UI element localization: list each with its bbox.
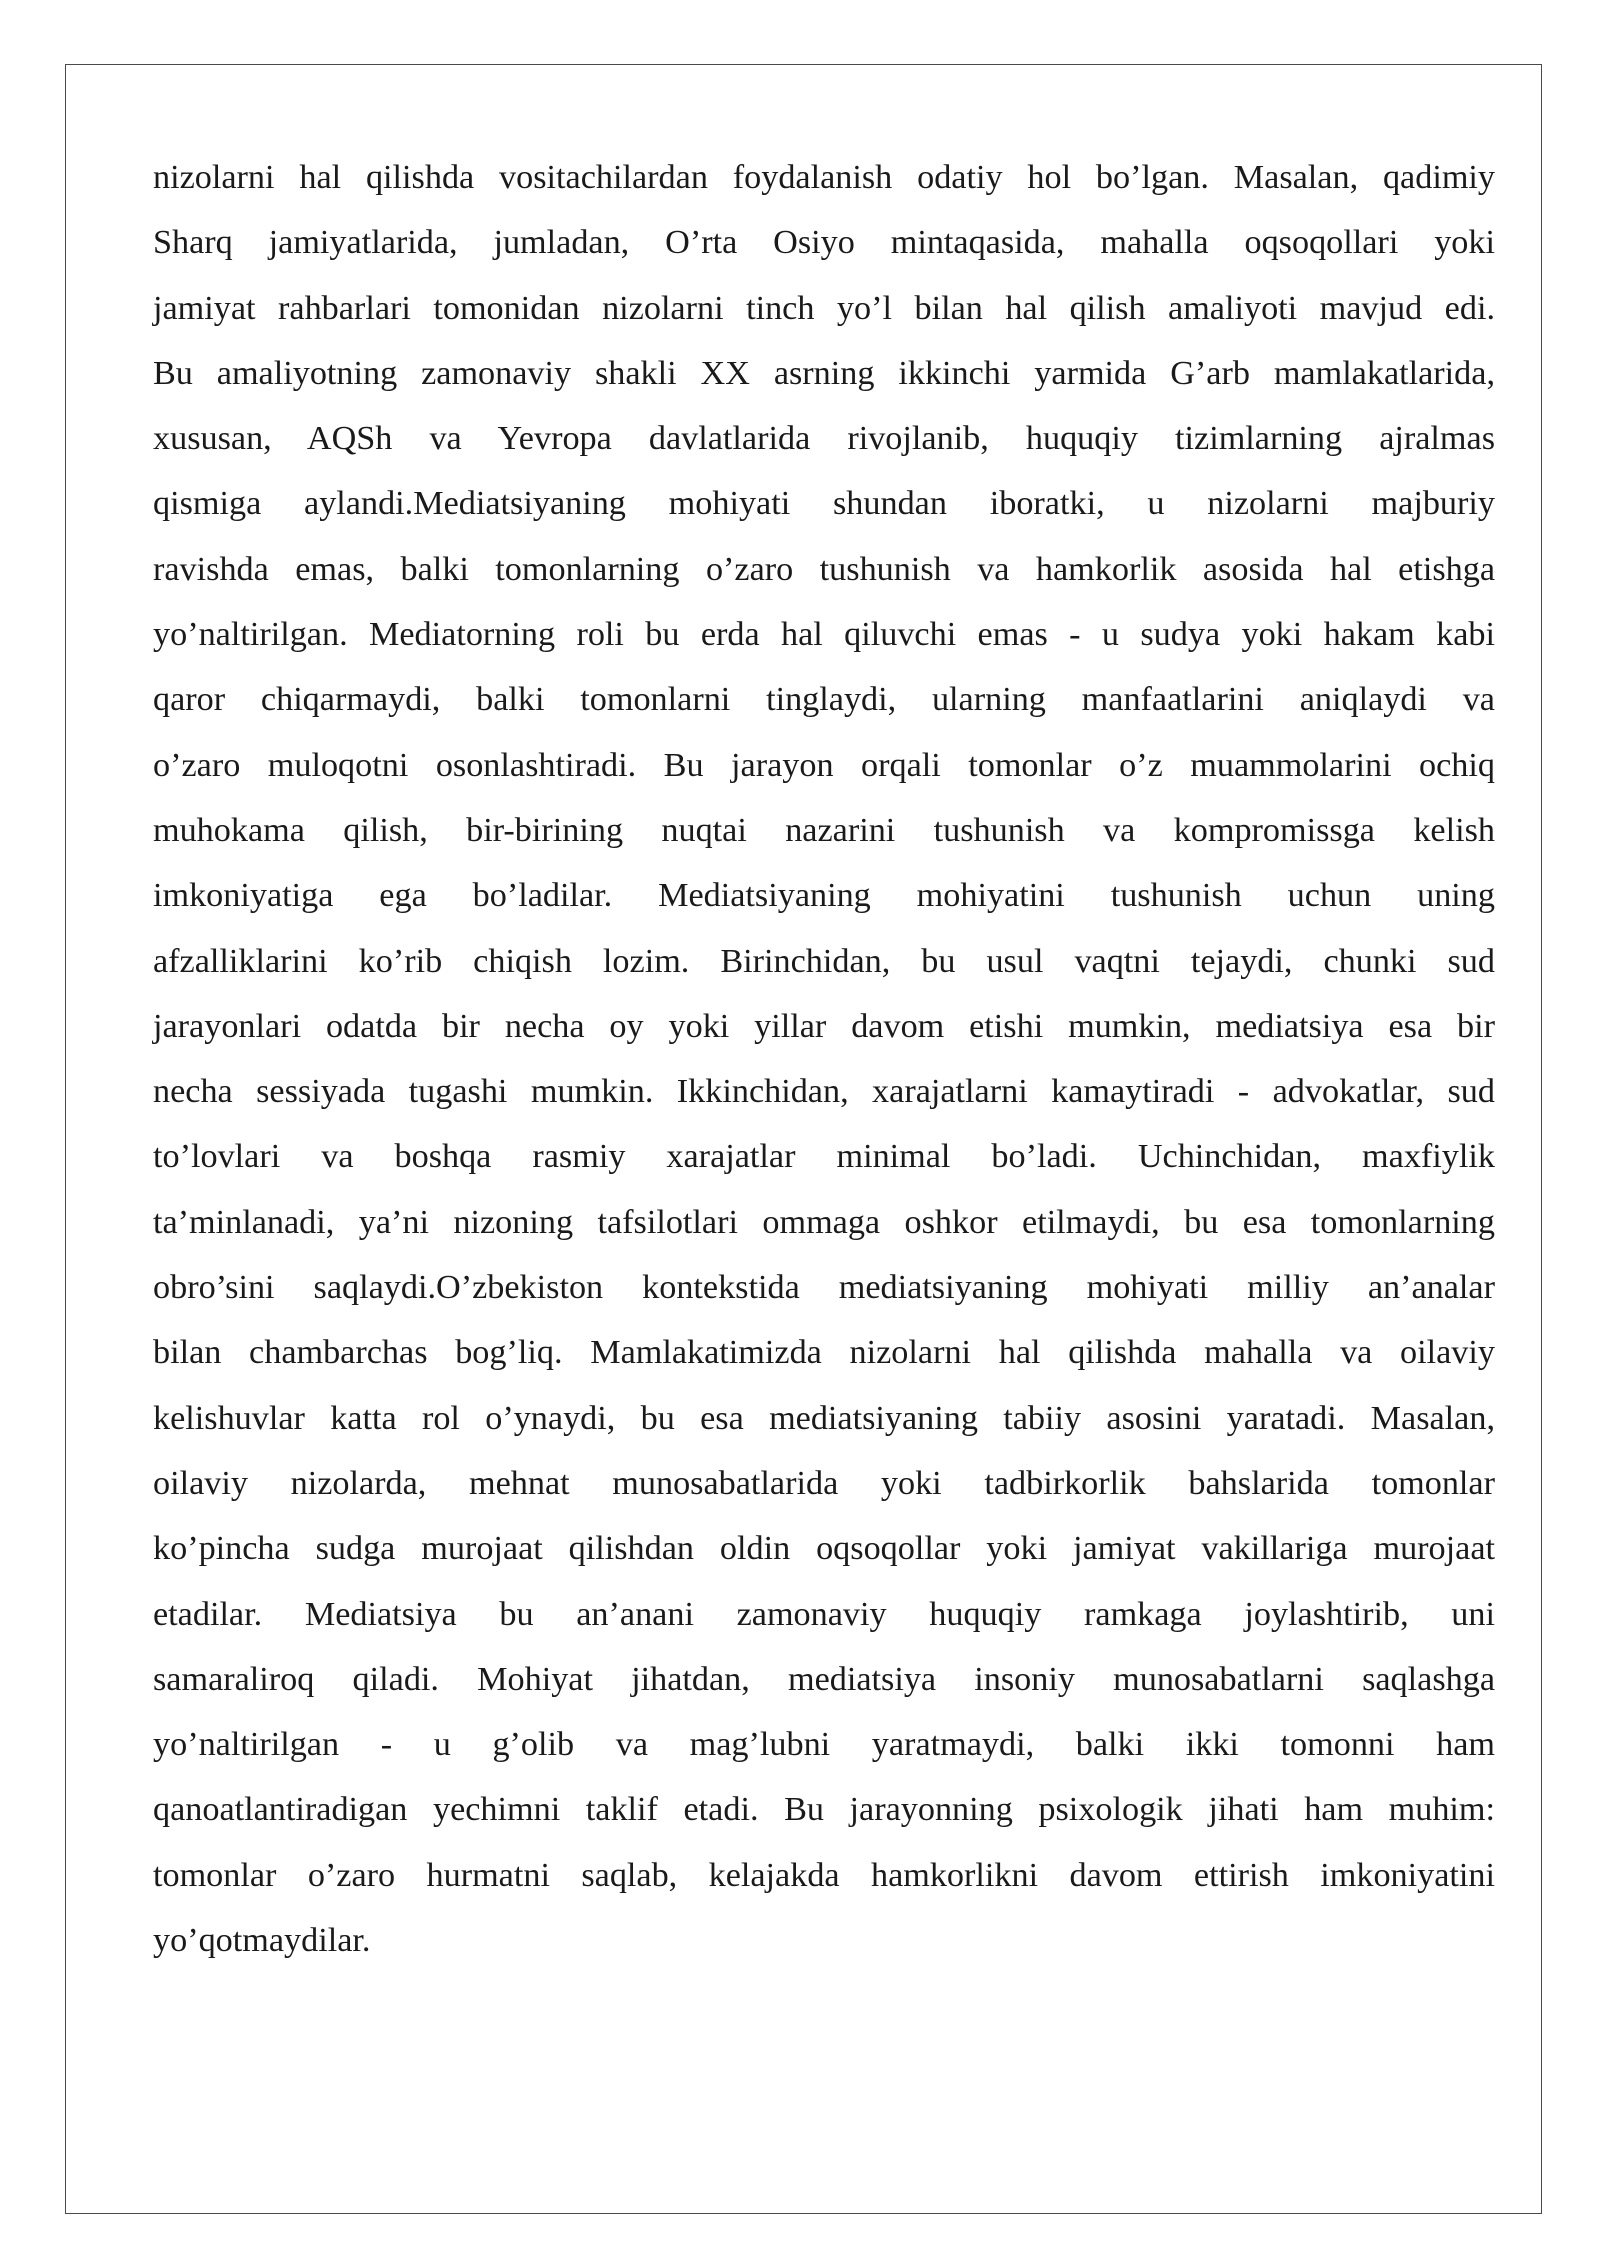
text-line: yo’naltirilgan. Mediatorning roli bu erda hal qiluvchi emas - u sudya yoki hakam kabi bbox=[153, 616, 1495, 654]
text-line: tomonlar o’zaro hurmatni saqlab, kelajakda hamkorlikni davom ettirish imkoniyatini bbox=[153, 1856, 1495, 1894]
text-line: ko’pincha sudga murojaat qilishdan oldin oqsoqollar yoki jamiyat vakillariga murojaat bbox=[153, 1530, 1495, 1568]
body-paragraph bbox=[153, 145, 1495, 1973]
text-line: muhokama qilish, bir-birining nuqtai nazarini tushunish va kompromissga kelish bbox=[153, 811, 1495, 849]
text-line: to’lovlari va boshqa rasmiy xarajatlar minimal bo’ladi. Uchinchidan, maxfiylik bbox=[153, 1138, 1495, 1176]
text-line: nizolarni hal qilishda vositachilardan foydalanish odatiy hol bo’lgan. Masalan, qadimiy bbox=[153, 159, 1495, 196]
text-line: ta’minlanadi, ya’ni nizoning tafsilotlari ommaga oshkor etilmaydi, bu esa tomonlarning bbox=[153, 1203, 1495, 1241]
text-line: afzalliklarini ko’rib chiqish lozim. Birinchidan, bu usul vaqtni tejaydi, chunki sud bbox=[153, 942, 1495, 980]
text-line: necha sessiyada tugashi mumkin. Ikkinchidan, xarajatlarni kamaytiradi - advokatlar, sud bbox=[153, 1073, 1495, 1111]
text-line: jarayonlari odatda bir necha oy yoki yillar davom etishi mumkin, mediatsiya esa bir bbox=[153, 1007, 1495, 1045]
text-line: yo’naltirilgan - u g’olib va mag’lubni yaratmaydi, balki ikki tomonni ham bbox=[153, 1726, 1495, 1764]
text-line: samaraliroq qiladi. Mohiyat jihatdan, mediatsiya insoniy munosabatlarni saqlashga bbox=[153, 1660, 1495, 1698]
text-line: ravishda emas, balki tomonlarning o’zaro tushunish va hamkorlik asosida hal etishga bbox=[153, 550, 1495, 588]
text-line: jamiyat rahbarlari tomonidan nizolarni tinch yo’l bilan hal qilish amaliyoti mavjud edi. bbox=[153, 289, 1495, 327]
text-line: qaror chiqarmaydi, balki tomonlarni tinglaydi, ularning manfaatlarini aniqlaydi va bbox=[153, 681, 1495, 719]
text-line: qanoatlantiradigan yechimni taklif etadi. Bu jarayonning psixologik jihati ham muhim: bbox=[153, 1791, 1495, 1829]
text-line: Bu amaliyotning zamonaviy shakli XX asrning ikkinchi yarmida G’arb mamlakatlarida, bbox=[153, 354, 1495, 392]
text-line: qismiga aylandi.Mediatsiyaning mohiyati shundan iboratki, u nizolarni majburiy bbox=[153, 485, 1495, 523]
text-line: Sharq jamiyatlarida, jumladan, O’rta Osiyo mintaqasida, mahalla oqsoqollari yoki bbox=[153, 224, 1495, 262]
text-line: imkoniyatiga ega bo’ladilar. Mediatsiyaning mohiyatini tushunish uchun uning bbox=[153, 877, 1495, 915]
text-line: o’zaro muloqotni osonlashtiradi. Bu jarayon orqali tomonlar o’z muammolarini ochiq bbox=[153, 746, 1495, 784]
text-line: kelishuvlar katta rol o’ynaydi, bu esa mediatsiyaning tabiiy asosini yaratadi. Masalan, bbox=[153, 1399, 1495, 1437]
text-line: etadilar. Mediatsiya bu an’anani zamonaviy huquqiy ramkaga joylashtirib, uni bbox=[153, 1595, 1495, 1633]
text-line: obro’sini saqlaydi.O’zbekiston kontekstida mediatsiyaning mohiyati milliy an’analar bbox=[153, 1269, 1495, 1307]
text-line: oilaviy nizolarda, mehnat munosabatlarida yoki tadbirkorlik bahslarida tomonlar bbox=[153, 1464, 1495, 1502]
text-line: yo’qotmaydilar. bbox=[153, 1922, 371, 1960]
text-line: bilan chambarchas bog’liq. Mamlakatimizda nizolarni hal qilishda mahalla va oilaviy bbox=[153, 1334, 1495, 1372]
text-line: xususan, AQSh va Yevropa davlatlarida rivojlanib, huquqiy tizimlarning ajralmas bbox=[153, 420, 1495, 458]
